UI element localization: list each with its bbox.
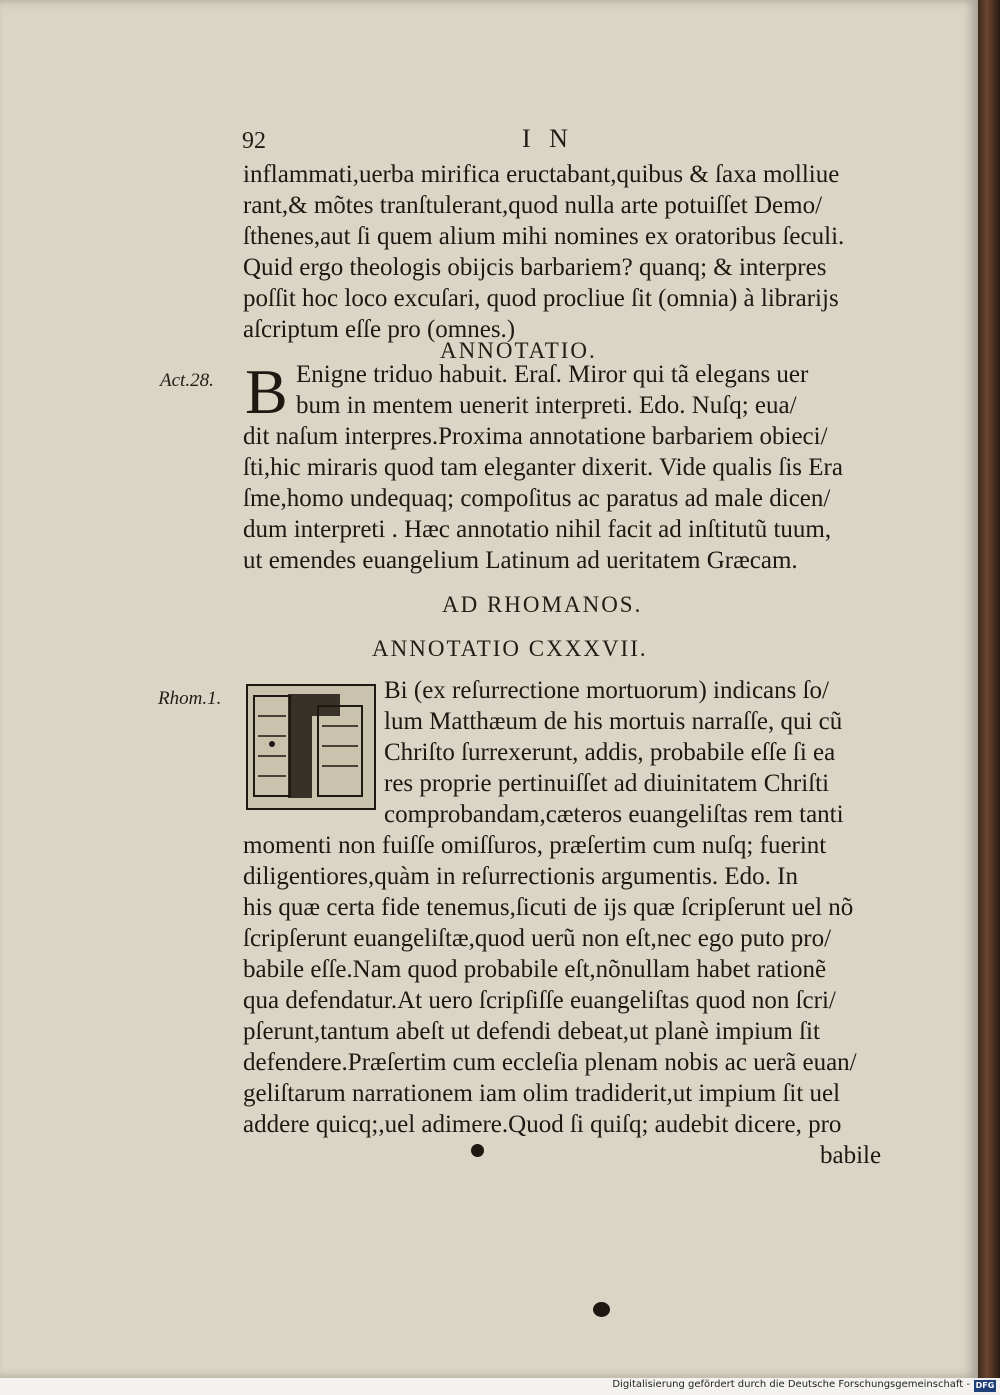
text-line: defendere.Præſertim cum eccleſia plenam nobis ac uerã euan/ <box>243 1049 857 1076</box>
text-line: diligentiores,quàm in reſurrectionis argumentis. Edo. In <box>243 863 798 890</box>
dfg-logo: DFG <box>975 1381 995 1390</box>
text-line: ſcripſerunt euangeliſtæ,quod uerũ non eſt,nec ego puto pro/ <box>243 925 832 952</box>
text-line: qua defendatur.At uero ſcripſiſſe euangeliſtas quod non ſcri/ <box>243 987 836 1014</box>
text-line: res proprie pertinuiſſet ad diuinitatem Chriſti <box>384 770 830 797</box>
text-line: ut emendes euangelium Latinum ad ueritatem Græcam. <box>243 547 798 574</box>
text-line: addere quicq;,uel adimere.Quod ſi quiſq; audebit dicere, pro <box>243 1111 842 1138</box>
text-line: poſſit hoc loco excuſari, quod procliue ſit (omnia) à librarijs <box>243 285 839 312</box>
text-line: rant,& mõtes tranſtulerant,quod nulla arte potuiſſet Demo/ <box>243 192 823 219</box>
margin-note-acts: Act.28. <box>160 370 214 391</box>
text-line: inflammati,uerba mirifica eructabant,quibus & ſaxa molliue <box>243 161 840 188</box>
text-line: dum interpreti . Hæc annotatio nihil facit ad inſtitutũ tuum, <box>243 516 832 543</box>
text-line: pſerunt,tantum abeſt ut defendi debeat,ut planè impium ſit <box>243 1018 820 1045</box>
catchword: babile <box>820 1142 882 1169</box>
running-head: I N <box>522 124 574 153</box>
text-line: comprobandam,cæteros euangeliſtas rem tanti <box>384 801 844 828</box>
text-line: Enigne triduo habuit. Eraſ. Miror qui tã elegans uer <box>296 361 809 388</box>
footer-credit: Digitalisierung gefördert durch die Deutsche Forschungsgemeinschaft - <box>612 1379 970 1390</box>
text-line: dit naſum interpres.Proxima annotatione barbariem obieci/ <box>243 423 828 450</box>
text-line: Quid ergo theologis obijcis barbariem? quanq; & interpres <box>243 254 827 281</box>
ink-dot <box>593 1302 610 1317</box>
text-line: ſti,hic miraris quod tam eleganter dixerit. Vide qualis ſis Era <box>243 454 843 481</box>
book-spine <box>978 0 1000 1395</box>
text-line: aſcriptum eſſe pro (omnes.) <box>243 316 516 343</box>
text-line: ſme,homo undequaq; compoſitus ac paratus ad male dicen/ <box>243 485 831 512</box>
page-number: 92 <box>242 128 266 154</box>
drop-cap-b: B <box>245 356 288 427</box>
ink-dot <box>471 1144 484 1157</box>
text-line: ſthenes,aut ſi quem alium mihi nomines ex oratoribus ſeculi. <box>243 223 845 250</box>
text-line: bum in mentem uenerit interpreti. Edo. Nuſq; eua/ <box>296 392 797 419</box>
text-line: Bi (ex reſurrectione mortuorum) indicans ſo/ <box>384 677 830 704</box>
text-line: geliſtarum narrationem iam olim tradiderit,ut impium ſit uel <box>243 1080 841 1107</box>
section-heading: AD RHOMANOS. <box>442 592 643 617</box>
annotatio-cxxxvii-heading: ANNOTATIO CXXXVII. <box>372 636 648 661</box>
text-line: babile eſſe.Nam quod probabile eſt,nõnullam habet rationẽ <box>243 956 827 983</box>
annotatio-heading: ANNOTATIO. <box>440 338 597 363</box>
text-line: Chriſto ſurrexerunt, addis, probabile eſſe ſi ea <box>384 739 836 766</box>
text-line: momenti non fuiſſe omiſſuros, præſertim cum nuſq; fuerint <box>243 832 827 859</box>
text-line: lum Matthæum de his mortuis narraſſe, qui cũ <box>384 708 843 735</box>
margin-note-rhom: Rhom.1. <box>158 688 222 709</box>
text-line: his quæ certa fide tenemus,ſicuti de ijs quæ ſcripſerunt uel nõ <box>243 894 854 921</box>
woodcut-initial <box>246 684 376 810</box>
